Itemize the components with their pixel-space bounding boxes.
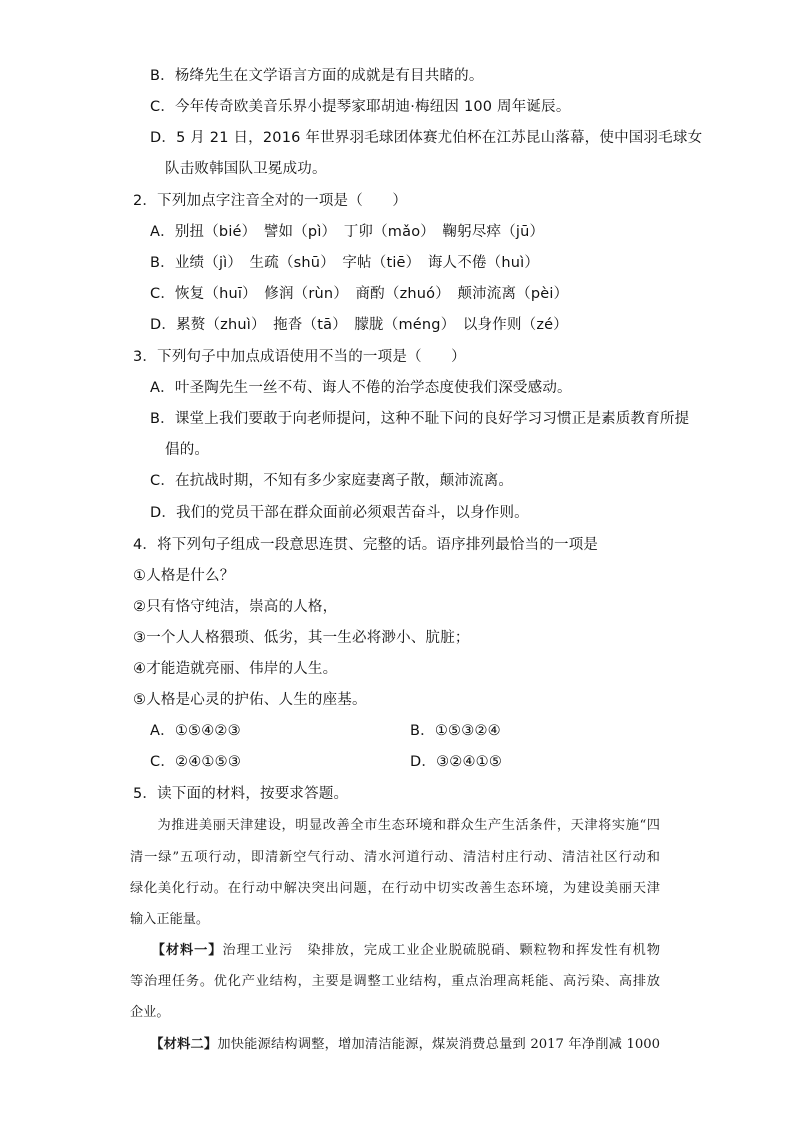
- q5-stem: 5．读下面的材料，按要求答题。: [133, 786, 349, 802]
- q2-stem: 2．下列加点字注音全对的一项是（ ）: [133, 193, 408, 209]
- material1-text-line1: 治理工业污 染排放，完成工业企业脱硫脱硝、颗粒物和挥发性有机物: [222, 943, 661, 958]
- q1-option-d-line2: 队击败韩国队卫冕成功。: [165, 161, 327, 177]
- q4-option-a: A．①⑤④②③: [150, 723, 241, 739]
- q5-intro-line1: 为推进美丽天津建设，明显改善全市生态环境和群众生产生活条件，天津将实施“四: [130, 818, 660, 833]
- q4-option-d: D．③②④①⑤: [410, 754, 503, 770]
- q4-option-c: C．②④①⑤③: [150, 754, 242, 770]
- q1-option-c: C．今年传奇欧美音乐界小提琴家耶胡迪·梅纽因 100 周年诞辰。: [150, 99, 571, 115]
- q3-option-d: D．我们的党员干部在群众面前必须艰苦奋斗，以身作则。: [150, 505, 529, 521]
- q5-intro-line3: 绿化美化行动。在行动中解决突出问题，在行动中切实改善生态环境，为建设美丽天津: [130, 881, 660, 896]
- q3-option-c: C．在抗战时期，不知有多少家庭妻离子散，颠沛流离。: [150, 473, 514, 489]
- q5-material2-line1: [130, 1035, 660, 1055]
- q4-sentence-1: ①人格是什么？: [133, 568, 235, 584]
- material2-label: 【材料二】: [156, 1037, 218, 1052]
- q2-option-d: D．累赘（zhuì） 拖沓（tā） 朦胧（méng） 以身作则（zé）: [150, 317, 568, 333]
- q3-option-a: A．叶圣陶先生一丝不苟、诲人不倦的治学态度使我们深受感动。: [150, 380, 572, 396]
- q5-intro-line2: 清一绿”五项行动，即清新空气行动、清水河道行动、清洁村庄行动、清洁社区行动和: [130, 850, 660, 865]
- q1-option-d-line1: D．5 月 21 日，2016 年世界羽毛球团体赛尤伯杯在江苏昆山落幕，使中国羽毛球女: [150, 130, 703, 146]
- q2-option-a: A．别扭（bié） 譬如（pì） 丁卯（mǎo） 鞠躬尽瘁（jū）: [150, 224, 545, 240]
- q4-sentence-4: ④才能造就亮丽、伟岸的人生。: [133, 661, 338, 677]
- q4-option-b: B．①⑤③②④: [410, 723, 501, 739]
- q3-stem: 3．下列句子中加点成语使用不当的一项是（ ）: [133, 349, 466, 365]
- q3-option-b-line1: B．课堂上我们要敢于向老师提问，这种不耻下问的良好学习习惯正是素质教育所提: [150, 411, 690, 427]
- q5-material1-line3: 企业。: [130, 1005, 170, 1020]
- q4-sentence-3: ③一个人人格猥琐、低劣，其一生必将渺小、肮脏；: [133, 630, 470, 646]
- q2-option-c: C．恢复（huī） 修润（rùn） 商酌（zhuó） 颠沛流离（pèi）: [150, 286, 569, 302]
- material1-label: 【材料一】: [158, 943, 223, 958]
- q5-material1-line2: 等治理任务。优化产业结构，主要是调整工业结构，重点治理高耗能、高污染、高排放: [130, 974, 660, 989]
- material2-text-line1: 加快能源结构调整，增加清洁能源，煤炭消费总量到 2017 年净削减 1000: [217, 1037, 661, 1052]
- q5-intro-line4: 输入正能量。: [130, 912, 210, 927]
- q1-option-b: B．杨绛先生在文学语言方面的成就是有目共睹的。: [150, 68, 484, 84]
- q4-stem: 4．将下列句子组成一段意思连贯、完整的话。语序排列最恰当的一项是: [133, 537, 599, 553]
- q4-sentence-5: ⑤人格是心灵的护佑、人生的座基。: [133, 692, 367, 708]
- q2-option-b: B．业绩（jì） 生疏（shū） 字帖（tiē） 诲人不倦（huì）: [150, 255, 540, 271]
- q3-option-b-line2: 倡的。: [165, 442, 210, 458]
- q5-material1-line1: [130, 941, 660, 961]
- q4-sentence-2: ②只有恪守纯洁，崇高的人格，: [133, 599, 338, 615]
